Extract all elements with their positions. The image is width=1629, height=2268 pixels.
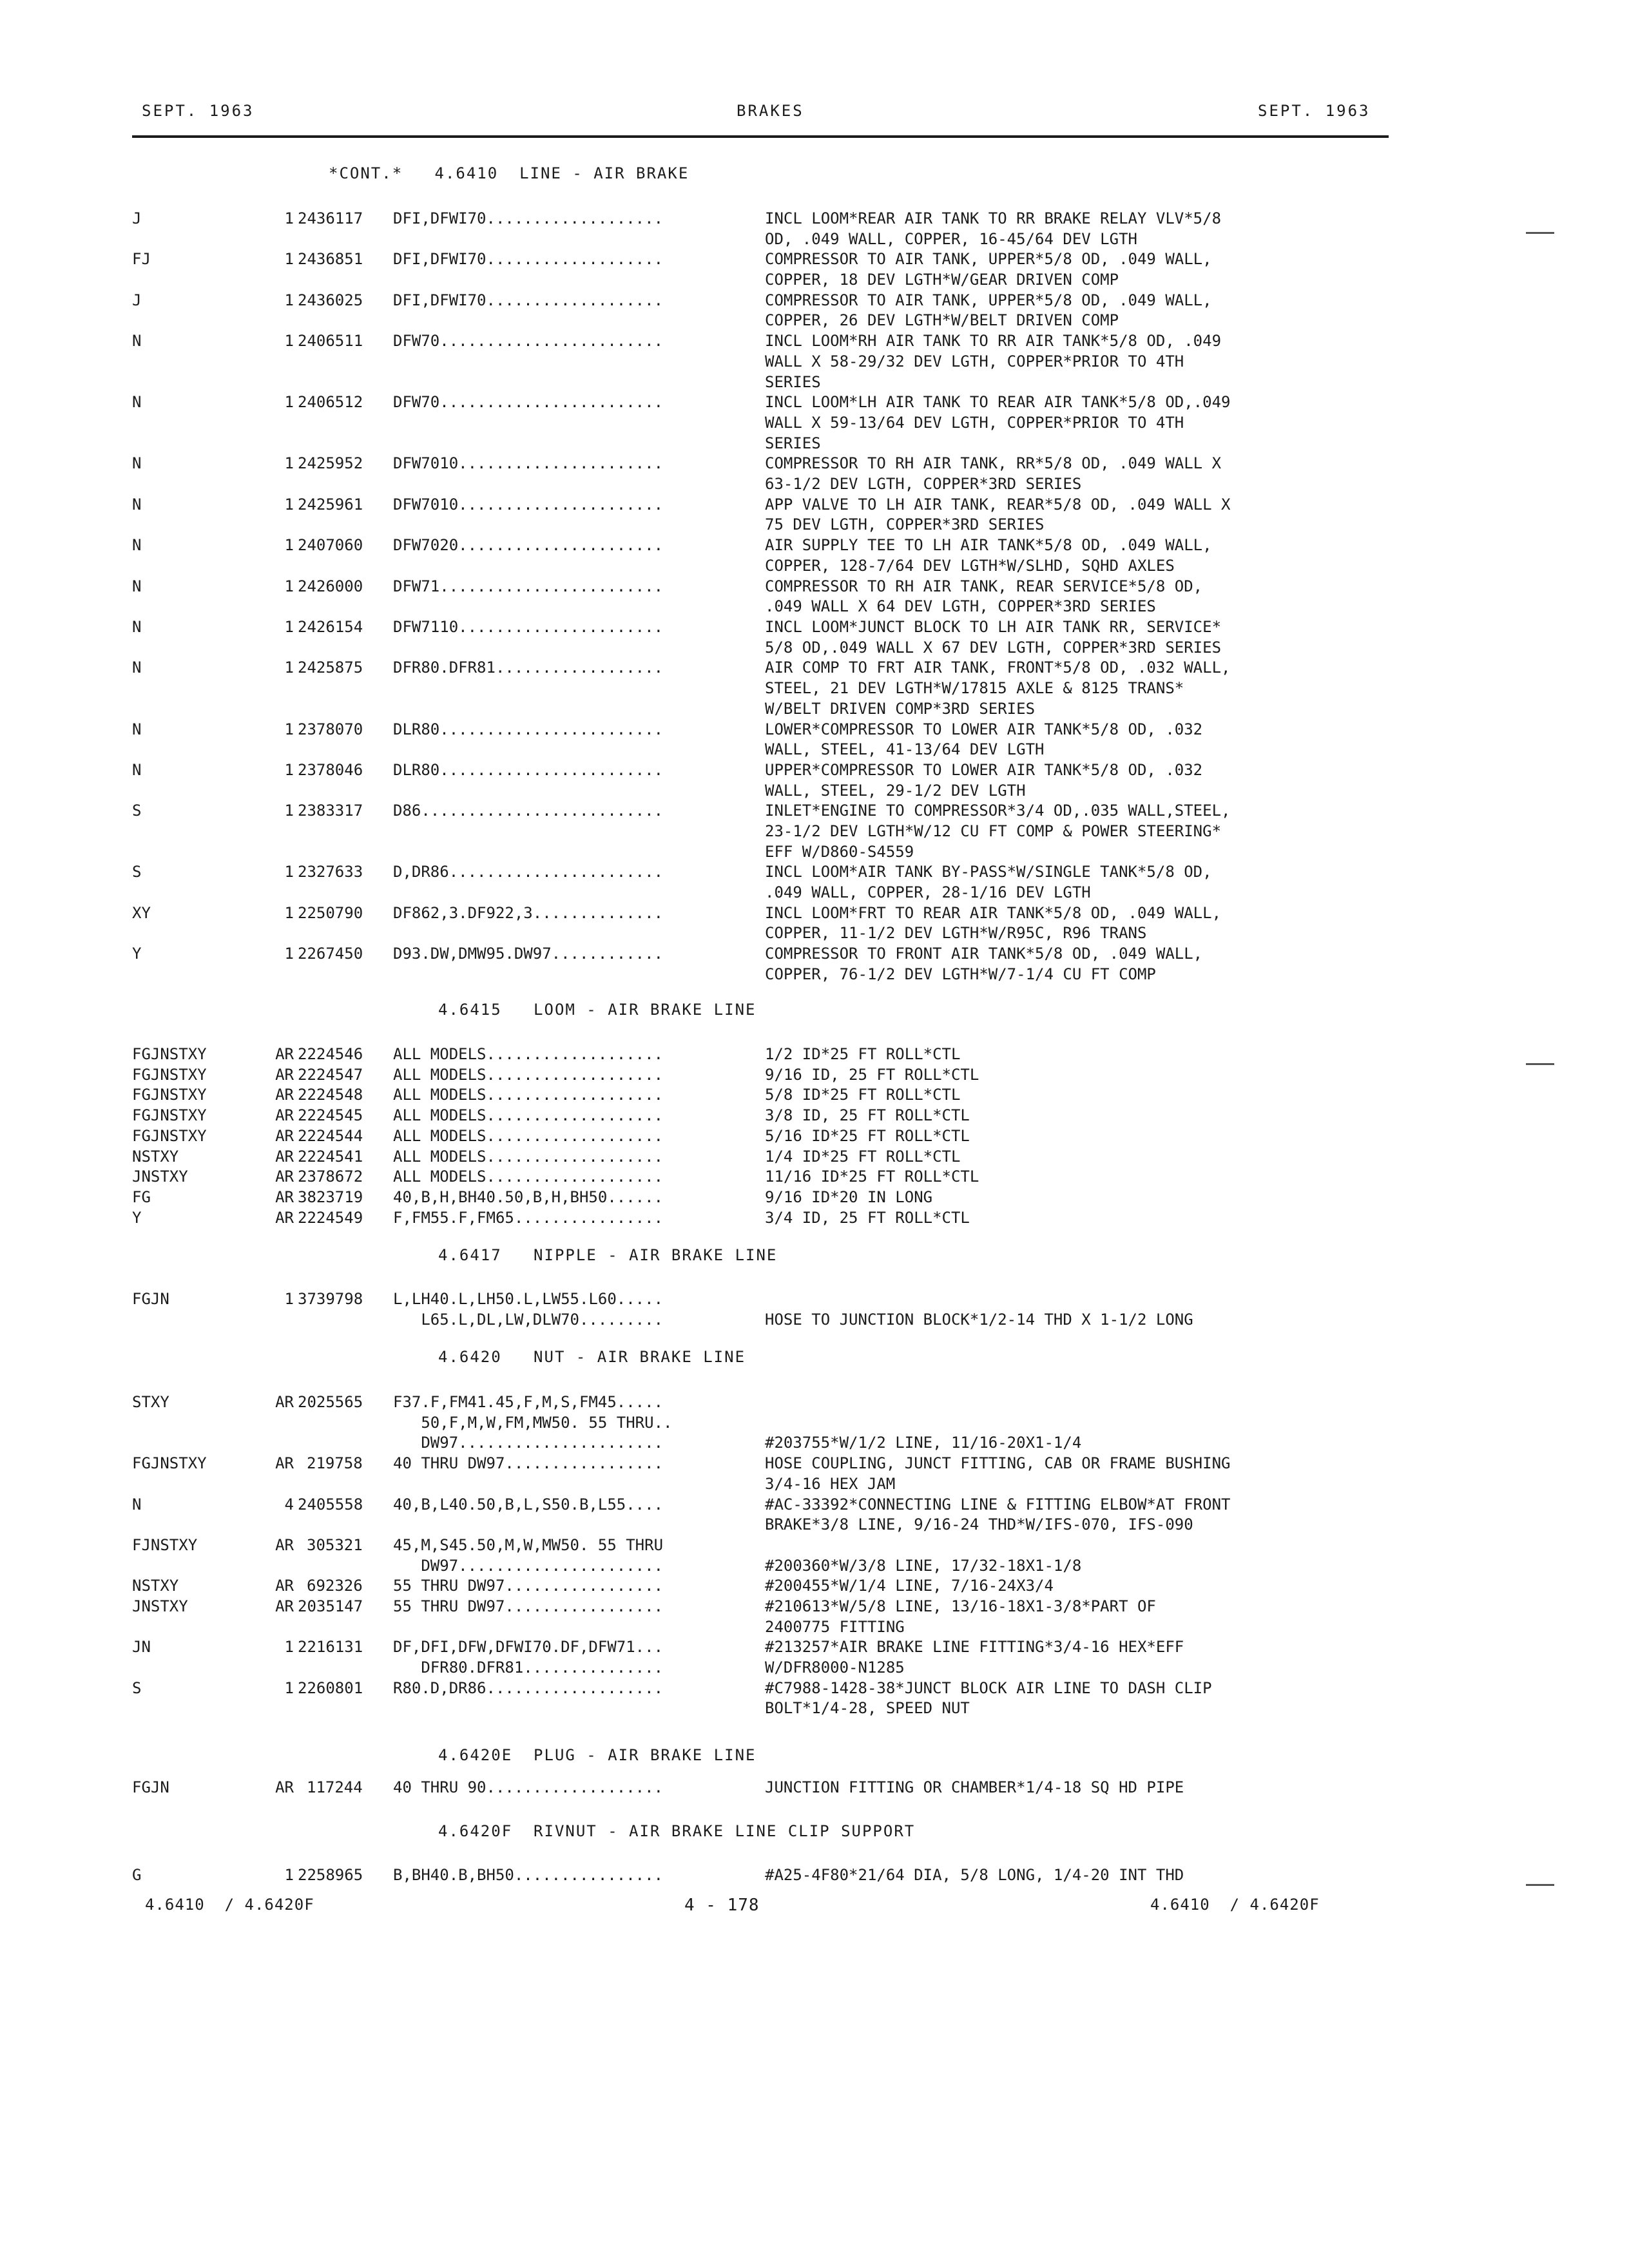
quantity: AR <box>275 1577 294 1595</box>
description-line: 5/16 ID*25 FT ROLL*CTL <box>765 1126 970 1145</box>
series-code: FJ <box>132 250 151 269</box>
part-number: 2425952 <box>298 454 363 473</box>
description-line: W/BELT DRIVEN COMP*3RD SERIES <box>765 699 1036 718</box>
part-number: 2035147 <box>298 1597 363 1615</box>
description-line: W/DFR8000-N1285 <box>765 1658 905 1677</box>
series-code: FGJN <box>132 1290 169 1308</box>
quantity: AR <box>275 1045 294 1063</box>
description-line: INCL LOOM*REAR AIR TANK TO RR BRAKE RELAY VLV*5/8 <box>765 209 1222 227</box>
description-line: WALL X 59-13/64 DEV LGTH, COPPER*PRIOR TO 4TH <box>765 413 1184 432</box>
part-entry <box>0 1146 1629 1167</box>
quantity: AR <box>275 1208 294 1227</box>
series-code: JNSTXY <box>132 1168 188 1186</box>
description-line: COMPRESSOR TO AIR TANK, UPPER*5/8 OD, .049 WALL, <box>765 250 1212 269</box>
description-line: INCL LOOM*JUNCT BLOCK TO LH AIR TANK RR, SERVICE* <box>765 618 1222 636</box>
part-entry <box>0 1166 1629 1187</box>
model-applicability: L,LH40.L,LH50.L,LW55.L60..... <box>393 1290 664 1308</box>
model-applicability: DFW70........................ <box>393 332 664 351</box>
quantity: AR <box>275 1147 294 1166</box>
description-line: #A25-4F80*21/64 DIA, 5/8 LONG, 1/4-20 INT THD <box>765 1866 1184 1884</box>
part-entry <box>0 1084 1629 1105</box>
series-code: FJNSTXY <box>132 1535 198 1554</box>
description-line: 1/2 ID*25 FT ROLL*CTL <box>765 1045 961 1063</box>
quantity: AR <box>275 1597 294 1615</box>
part-entry <box>0 760 1629 800</box>
description-line: JUNCTION FITTING OR CHAMBER*1/4-18 SQ HD PIPE <box>765 1778 1184 1796</box>
description-line: 9/16 ID*20 IN LONG <box>765 1187 933 1206</box>
description-line: 75 DEV LGTH, COPPER*3RD SERIES <box>765 515 1045 534</box>
part-entry <box>0 1412 1629 1433</box>
description-line: HOSE TO JUNCTION BLOCK*1/2-14 THD X 1-1/2 LONG <box>765 1310 1193 1329</box>
part-entry <box>0 1126 1629 1146</box>
series-code: N <box>132 454 142 473</box>
quantity: 1 <box>284 945 294 963</box>
part-entry <box>0 1392 1629 1412</box>
section-title: *CONT.* 4.6410 LINE - AIR BRAKE <box>329 164 689 182</box>
description-line: #213257*AIR BRAKE LINE FITTING*3/4-16 HEX*EFF <box>765 1638 1184 1657</box>
series-code: N <box>132 495 142 514</box>
series-code: G <box>132 1866 142 1884</box>
description-line: INCL LOOM*LH AIR TANK TO REAR AIR TANK*5/8 OD,.049 <box>765 393 1231 412</box>
model-applicability: ALL MODELS................... <box>393 1045 664 1063</box>
series-code: NSTXY <box>132 1577 179 1595</box>
margin-mark <box>1526 1884 1554 1886</box>
description-line: 5/8 ID*25 FT ROLL*CTL <box>765 1086 961 1104</box>
description-line: HOSE COUPLING, JUNCT FITTING, CAB OR FRAME BUSHING <box>765 1454 1231 1473</box>
part-number: 2383317 <box>298 802 363 820</box>
series-code: FGJNSTXY <box>132 1065 207 1084</box>
description-line: 11/16 ID*25 FT ROLL*CTL <box>765 1168 979 1186</box>
part-entry <box>0 249 1629 289</box>
part-entry <box>0 1432 1629 1453</box>
model-applicability: D,DR86....................... <box>393 863 664 881</box>
part-number: 2216131 <box>298 1638 363 1657</box>
series-code: N <box>132 658 142 677</box>
part-entry <box>0 208 1629 248</box>
quantity: 1 <box>284 863 294 881</box>
part-entry <box>0 617 1629 657</box>
part-entry <box>0 1064 1629 1085</box>
part-entry <box>0 576 1629 616</box>
model-applicability: 55 THRU DW97................. <box>393 1597 664 1615</box>
quantity: 1 <box>284 577 294 595</box>
part-number: 2425961 <box>298 495 363 514</box>
quantity: 1 <box>284 802 294 820</box>
part-number: 2407060 <box>298 536 363 555</box>
series-code: FGJN <box>132 1778 169 1796</box>
description-line: OD, .049 WALL, COPPER, 16-45/64 DEV LGTH <box>765 229 1137 248</box>
quantity: 1 <box>284 720 294 738</box>
model-applicability: ALL MODELS................... <box>393 1168 664 1186</box>
description-line: COMPRESSOR TO RH AIR TANK, RR*5/8 OD, .049 WALL X <box>765 454 1222 473</box>
header-section-title: BRAKES <box>737 102 804 120</box>
description-line: APP VALVE TO LH AIR TANK, REAR*5/8 OD, .049 WALL X <box>765 495 1231 514</box>
margin-mark <box>1526 1063 1554 1065</box>
model-applicability: DFW7110...................... <box>393 618 664 636</box>
description-line: COMPRESSOR TO AIR TANK, UPPER*5/8 OD, .049 WALL, <box>765 291 1212 309</box>
part-entry <box>0 657 1629 718</box>
description-line: EFF W/D860-S4559 <box>765 842 914 861</box>
description-line: INCL LOOM*FRT TO REAR AIR TANK*5/8 OD, .049 WALL, <box>765 903 1222 922</box>
part-number: 2258965 <box>298 1866 363 1884</box>
quantity: 1 <box>284 209 294 227</box>
part-number: 2250790 <box>298 903 363 922</box>
model-applicability: DF,DFI,DFW,DFWI70.DF,DFW71... <box>393 1638 664 1657</box>
part-number: 2426000 <box>298 577 363 595</box>
part-number: 2405558 <box>298 1495 363 1514</box>
quantity: AR <box>275 1106 294 1125</box>
part-number: 305321 <box>307 1535 363 1554</box>
header-rule <box>132 135 1389 138</box>
part-entry <box>0 1777 1629 1798</box>
model-applicability: DFR80.DFR81.................. <box>393 658 664 677</box>
quantity: 1 <box>284 1638 294 1657</box>
description-line: COPPER, 76-1/2 DEV LGTH*W/7-1/4 CU FT COMP <box>765 965 1156 983</box>
series-code: JN <box>132 1638 151 1657</box>
description-line: BRAKE*3/8 LINE, 9/16-24 THD*W/IFS-070, IFS-090 <box>765 1515 1193 1534</box>
series-code: N <box>132 720 142 738</box>
part-number: 2426154 <box>298 618 363 636</box>
quantity: AR <box>275 1168 294 1186</box>
part-entry <box>0 903 1629 943</box>
model-applicability: B,BH40.B,BH50................ <box>393 1866 664 1884</box>
series-code: J <box>132 209 142 227</box>
model-applicability: 40 THRU DW97................. <box>393 1454 664 1473</box>
series-code: FGJNSTXY <box>132 1126 207 1145</box>
series-code: FGJNSTXY <box>132 1086 207 1104</box>
model-applicability: D86.......................... <box>393 802 664 820</box>
description-line: #200455*W/1/4 LINE, 7/16-24X3/4 <box>765 1577 1054 1595</box>
part-number: 2224541 <box>298 1147 363 1166</box>
description-line: 23-1/2 DEV LGTH*W/12 CU FT COMP & POWER STEERING* <box>765 822 1222 840</box>
series-code: JNSTXY <box>132 1597 188 1615</box>
model-applicability: DLR80........................ <box>393 760 664 779</box>
model-applicability: DF862,3.DF922,3.............. <box>393 903 664 922</box>
description-line: 1/4 ID*25 FT ROLL*CTL <box>765 1147 961 1166</box>
series-code: STXY <box>132 1393 169 1411</box>
part-number: 2267450 <box>298 945 363 963</box>
description-line: 2400775 FITTING <box>765 1617 905 1636</box>
part-number: 2406511 <box>298 332 363 351</box>
model-applicability: ALL MODELS................... <box>393 1086 664 1104</box>
section-title: 4.6420 NUT - AIR BRAKE LINE <box>438 1348 746 1366</box>
quantity: AR <box>275 1393 294 1411</box>
description-line: WALL X 58-29/32 DEV LGTH, COPPER*PRIOR TO 4TH <box>765 352 1184 370</box>
description-line: LOWER*COMPRESSOR TO LOWER AIR TANK*5/8 OD, .032 <box>765 720 1203 738</box>
part-entry <box>0 1637 1629 1657</box>
quantity: 1 <box>284 1678 294 1697</box>
series-code: FGJNSTXY <box>132 1454 207 1473</box>
description-line: INCL LOOM*RH AIR TANK TO RR AIR TANK*5/8 OD, .049 <box>765 332 1222 351</box>
part-entry <box>0 1535 1629 1555</box>
quantity: AR <box>275 1454 294 1473</box>
part-number: 2406512 <box>298 393 363 412</box>
description-line: .049 WALL, COPPER, 28-1/16 DEV LGTH <box>765 883 1091 902</box>
model-applicability: 55 THRU DW97................. <box>393 1577 664 1595</box>
description-line: #C7988-1428-38*JUNCT BLOCK AIR LINE TO DASH CLIP <box>765 1678 1212 1697</box>
description-line: #203755*W/1/2 LINE, 11/16-20X1-1/4 <box>765 1434 1082 1452</box>
series-code: FG <box>132 1187 151 1206</box>
part-entry <box>0 494 1629 534</box>
quantity: 1 <box>284 250 294 269</box>
section-title: 4.6420E PLUG - AIR BRAKE LINE <box>438 1746 757 1764</box>
series-code: J <box>132 291 142 309</box>
model-applicability: ALL MODELS................... <box>393 1126 664 1145</box>
quantity: 1 <box>284 291 294 309</box>
part-number: 3739798 <box>298 1290 363 1308</box>
model-applicability: DFW7010...................... <box>393 495 664 514</box>
part-entry <box>0 290 1629 330</box>
description-line: .049 WALL X 64 DEV LGTH, COPPER*3RD SERIES <box>765 597 1156 616</box>
description-line: 3/8 ID, 25 FT ROLL*CTL <box>765 1106 970 1125</box>
series-code: N <box>132 1495 142 1514</box>
section-title: 4.6420F RIVNUT - AIR BRAKE LINE CLIP SUPPORT <box>438 1822 916 1840</box>
series-code: S <box>132 863 142 881</box>
series-code: N <box>132 760 142 779</box>
part-entry <box>0 861 1629 902</box>
series-code: FGJNSTXY <box>132 1045 207 1063</box>
part-number: 3823719 <box>298 1187 363 1206</box>
part-entry <box>0 331 1629 391</box>
part-number: 2224549 <box>298 1208 363 1227</box>
section-title: 4.6417 NIPPLE - AIR BRAKE LINE <box>438 1246 778 1264</box>
footer-right-range: 4.6410 / 4.6420F <box>1150 1896 1320 1914</box>
part-entry <box>0 1289 1629 1309</box>
part-entry <box>0 1555 1629 1576</box>
series-code: N <box>132 536 142 555</box>
model-applicability: DFW70........................ <box>393 393 664 412</box>
part-entry <box>0 1453 1629 1493</box>
model-applicability: DFI,DFWI70................... <box>393 291 664 309</box>
part-number: 2224547 <box>298 1065 363 1084</box>
model-applicability: 50,F,M,W,FM,MW50. 55 THRU.. <box>393 1413 673 1432</box>
description-line: 3/4 ID, 25 FT ROLL*CTL <box>765 1208 970 1227</box>
quantity: 4 <box>284 1495 294 1514</box>
part-entry <box>0 1596 1629 1636</box>
part-number: 2425875 <box>298 658 363 677</box>
part-entry <box>0 1309 1629 1330</box>
part-number: 2224544 <box>298 1126 363 1145</box>
part-entry <box>0 1187 1629 1207</box>
model-applicability: DW97...................... <box>393 1556 664 1575</box>
description-line: #AC-33392*CONNECTING LINE & FITTING ELBOW*AT FRONT <box>765 1495 1231 1514</box>
quantity: 1 <box>284 393 294 412</box>
quantity: 1 <box>284 454 294 473</box>
quantity: AR <box>275 1187 294 1206</box>
description-line: 3/4-16 HEX JAM <box>765 1474 896 1493</box>
part-entry <box>0 1865 1629 1885</box>
header-left-date: SEPT. 1963 <box>142 102 255 120</box>
quantity: AR <box>275 1065 294 1084</box>
description-line: 63-1/2 DEV LGTH, COPPER*3RD SERIES <box>765 475 1082 494</box>
model-applicability: 45,M,S45.50,M,W,MW50. 55 THRU <box>393 1535 664 1554</box>
part-entry <box>0 1678 1629 1718</box>
series-code: Y <box>132 1208 142 1227</box>
part-entry <box>0 1494 1629 1534</box>
part-number: 2327633 <box>298 863 363 881</box>
part-number: 2436025 <box>298 291 363 309</box>
model-applicability: F37.F,FM41.45,F,M,S,FM45..... <box>393 1393 664 1411</box>
quantity: 1 <box>284 495 294 514</box>
part-number: 2436117 <box>298 209 363 227</box>
model-applicability: ALL MODELS................... <box>393 1147 664 1166</box>
quantity: AR <box>275 1086 294 1104</box>
description-line: WALL, STEEL, 41-13/64 DEV LGTH <box>765 740 1045 759</box>
footer-left-range: 4.6410 / 4.6420F <box>145 1896 314 1914</box>
part-entry <box>0 1657 1629 1678</box>
description-line: COPPER, 18 DEV LGTH*W/GEAR DRIVEN COMP <box>765 271 1119 289</box>
model-applicability: DFI,DFWI70................... <box>393 209 664 227</box>
description-line: WALL, STEEL, 29-1/2 DEV LGTH <box>765 781 1026 800</box>
page-number: 4 - 178 <box>684 1896 760 1915</box>
description-line: #200360*W/3/8 LINE, 17/32-18X1-1/8 <box>765 1556 1082 1575</box>
description-line: COMPRESSOR TO RH AIR TANK, REAR SERVICE*5/8 OD, <box>765 577 1203 595</box>
model-applicability: DFW71........................ <box>393 577 664 595</box>
description-line: COPPER, 26 DEV LGTH*W/BELT DRIVEN COMP <box>765 311 1119 330</box>
series-code: FGJNSTXY <box>132 1106 207 1125</box>
model-applicability: ALL MODELS................... <box>393 1065 664 1084</box>
description-line: SERIES <box>765 434 821 452</box>
series-code: XY <box>132 903 151 922</box>
part-entry <box>0 1044 1629 1064</box>
model-applicability: DFR80.DFR81............... <box>393 1658 664 1677</box>
series-code: NSTXY <box>132 1147 179 1166</box>
quantity: AR <box>275 1126 294 1145</box>
section-title: 4.6415 LOOM - AIR BRAKE LINE <box>438 1001 757 1019</box>
model-applicability: D93.DW,DMW95.DW97............ <box>393 945 664 963</box>
quantity: 1 <box>284 1866 294 1884</box>
part-number: 2224546 <box>298 1045 363 1063</box>
part-entry <box>0 800 1629 861</box>
part-entry <box>0 535 1629 575</box>
quantity: 1 <box>284 332 294 351</box>
quantity: AR <box>275 1778 294 1796</box>
model-applicability: 40,B,H,BH40.50,B,H,BH50...... <box>393 1187 664 1206</box>
description-line: COMPRESSOR TO FRONT AIR TANK*5/8 OD, .049 WALL, <box>765 945 1203 963</box>
series-code: S <box>132 802 142 820</box>
part-number: 2025565 <box>298 1393 363 1411</box>
quantity: 1 <box>284 1290 294 1308</box>
model-applicability: R80.D,DR86................... <box>393 1678 664 1697</box>
description-line: UPPER*COMPRESSOR TO LOWER AIR TANK*5/8 OD, .032 <box>765 760 1203 779</box>
margin-mark <box>1526 232 1554 234</box>
part-entry <box>0 392 1629 452</box>
model-applicability: DFW7010...................... <box>393 454 664 473</box>
description-line: INLET*ENGINE TO COMPRESSOR*3/4 OD,.035 WALL,STEEL, <box>765 802 1231 820</box>
part-number: 2378070 <box>298 720 363 738</box>
description-line: STEEL, 21 DEV LGTH*W/17815 AXLE & 8125 TRANS* <box>765 679 1184 698</box>
part-entry <box>0 1207 1629 1228</box>
part-entry <box>0 943 1629 983</box>
model-applicability: DFW7020...................... <box>393 536 664 555</box>
model-applicability: 40,B,L40.50,B,L,S50.B,L55.... <box>393 1495 664 1514</box>
quantity: 1 <box>284 903 294 922</box>
quantity: AR <box>275 1535 294 1554</box>
series-code: S <box>132 1678 142 1697</box>
model-applicability: ALL MODELS................... <box>393 1106 664 1125</box>
model-applicability: DFI,DFWI70................... <box>393 250 664 269</box>
quantity: 1 <box>284 760 294 779</box>
series-code: N <box>132 393 142 412</box>
part-number: 2378046 <box>298 760 363 779</box>
description-line: INCL LOOM*AIR TANK BY-PASS*W/SINGLE TANK*5/8 OD, <box>765 863 1212 881</box>
description-line: #210613*W/5/8 LINE, 13/16-18X1-3/8*PART OF <box>765 1597 1156 1615</box>
part-entry <box>0 1575 1629 1596</box>
part-entry <box>0 1105 1629 1126</box>
model-applicability: F,FM55.F,FM65................ <box>393 1208 664 1227</box>
description-line: COPPER, 11-1/2 DEV LGTH*W/R95C, R96 TRANS <box>765 924 1147 943</box>
description-line: 5/8 OD,.049 WALL X 67 DEV LGTH, COPPER*3RD SERIES <box>765 638 1222 657</box>
model-applicability: 40 THRU 90................... <box>393 1778 664 1796</box>
quantity: 1 <box>284 536 294 555</box>
description-line: 9/16 ID, 25 FT ROLL*CTL <box>765 1065 979 1084</box>
model-applicability: DW97...................... <box>393 1434 664 1452</box>
part-number: 2378672 <box>298 1168 363 1186</box>
part-number: 692326 <box>307 1577 363 1595</box>
description-line: COPPER, 128-7/64 DEV LGTH*W/SLHD, SQHD AXLES <box>765 556 1175 575</box>
part-number: 2260801 <box>298 1678 363 1697</box>
model-applicability: L65.L,DL,LW,DLW70......... <box>393 1310 664 1329</box>
series-code: Y <box>132 945 142 963</box>
part-number: 2224548 <box>298 1086 363 1104</box>
header-right-date: SEPT. 1963 <box>1258 102 1371 120</box>
part-entry <box>0 453 1629 494</box>
part-number: 2436851 <box>298 250 363 269</box>
description-line: SERIES <box>765 372 821 391</box>
series-code: N <box>132 618 142 636</box>
quantity: 1 <box>284 658 294 677</box>
part-number: 2224545 <box>298 1106 363 1125</box>
part-entry <box>0 719 1629 759</box>
model-applicability: DLR80........................ <box>393 720 664 738</box>
quantity: 1 <box>284 618 294 636</box>
series-code: N <box>132 577 142 595</box>
description-line: BOLT*1/4-28, SPEED NUT <box>765 1699 970 1718</box>
series-code: N <box>132 332 142 351</box>
description-line: AIR SUPPLY TEE TO LH AIR TANK*5/8 OD, .049 WALL, <box>765 536 1212 555</box>
part-number: 219758 <box>307 1454 363 1473</box>
part-number: 117244 <box>307 1778 363 1796</box>
description-line: AIR COMP TO FRT AIR TANK, FRONT*5/8 OD, .032 WALL, <box>765 658 1231 677</box>
